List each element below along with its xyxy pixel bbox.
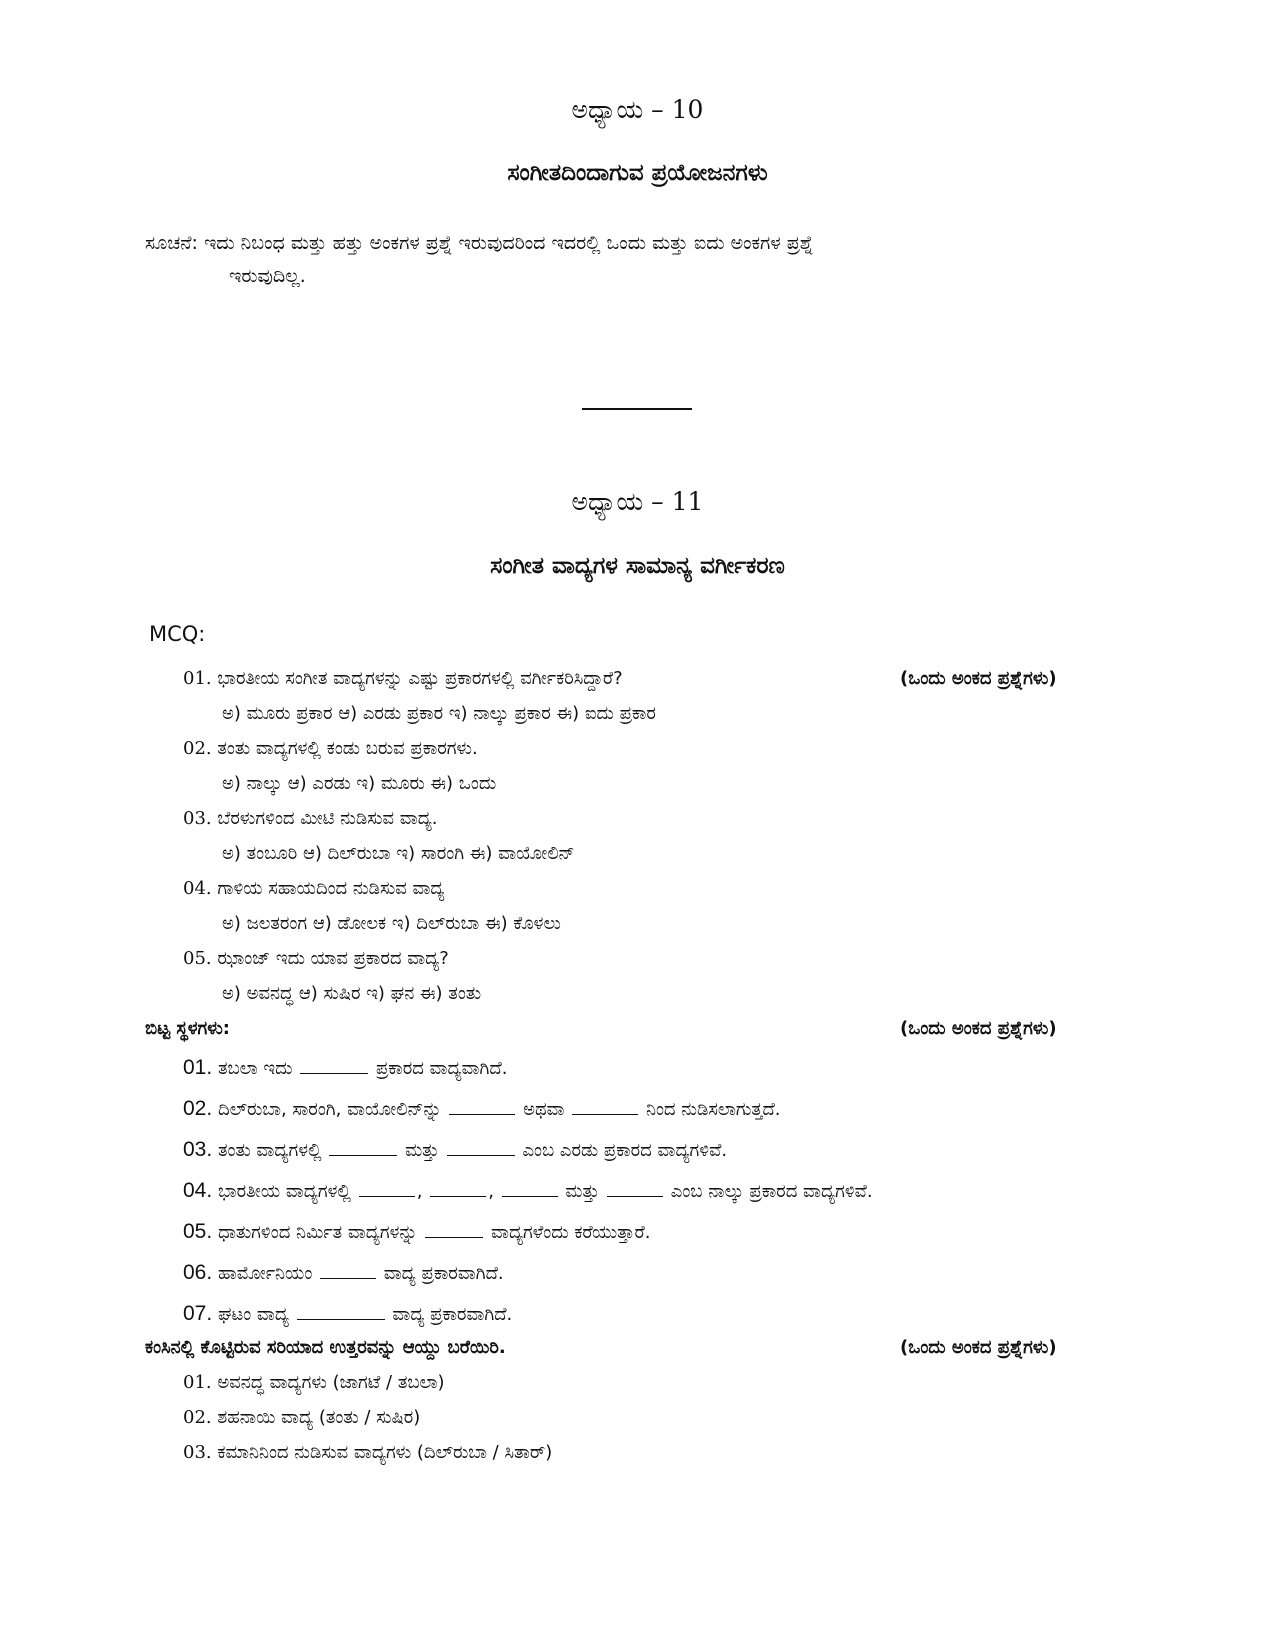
mcq-question-text: ಝಾಂಜ್ ಇದು ಯಾವ ಪ್ರಕಾರದ ವಾದ್ಯ? (217, 948, 449, 969)
chapter-11-heading: ಅಧ್ಯಾಯ – 11 (571, 487, 704, 516)
blank-text: , (488, 1181, 494, 1202)
blank-line (502, 1182, 558, 1197)
blank-item (183, 1220, 651, 1244)
mcq-question-number: 04. (183, 878, 212, 899)
blank-line (449, 1100, 515, 1115)
mcq-options: ಅ) ಅವನದ್ಧ ಆ) ಸುಷಿರ ಇ) ಘನ ಈ) ತಂತು (222, 983, 482, 1004)
blank-text: , (416, 1181, 423, 1202)
mcq-question (183, 668, 623, 689)
blank-text: ಹಾರ್ಮೋನಿಯಂ (217, 1263, 313, 1284)
blank-line (300, 1059, 368, 1074)
mcq-question-text: ಬೆರಳುಗಳಿಂದ ಮೀಟಿ ನುಡಿಸುವ ವಾದ್ಯ. (217, 808, 438, 829)
choose-item-text: ಕಮಾನಿನಿಂದ ನುಡಿಸುವ ವಾದ್ಯಗಳು (ದಿಲ್‌ರುಬಾ / ಸಿತಾರ್) (217, 1442, 553, 1463)
blank-text: ಧಾತುಗಳಿಂದ ನಿರ್ಮಿತ ವಾದ್ಯಗಳನ್ನು (217, 1222, 418, 1243)
blank-line (320, 1264, 376, 1279)
blank-item (183, 1138, 727, 1162)
chapter-10-note: ಸೂಚನೆ: ಇದು ನಿಬಂಧ ಮತ್ತು ಹತ್ತು ಅಂಕಗಳ ಪ್ರಶ್ನೆ ಇರುವುದರಿಂದ ಇದರಲ್ಲಿ ಒಂದು ಮತ್ತು ಐದು ಅಂಕಗಳ ಪ್ರಶ್ನೆ (145, 232, 814, 254)
choose-item-number: 02. (183, 1407, 212, 1428)
blank-text: ಅಥವಾ (523, 1099, 565, 1120)
blank-text: ವಾದ್ಯ ಪ್ರಕಾರವಾಗಿದೆ. (383, 1263, 504, 1284)
choose-item-text: ಶಹನಾಯಿ ವಾದ್ಯ (ತಂತು / ಸುಷಿರ) (217, 1407, 421, 1428)
chapter-11-title: ಸಂಗೀತ ವಾದ್ಯಗಳ ಸಾಮಾನ್ಯ ವರ್ಗೀಕರಣ (490, 553, 785, 579)
mcq-question-text: ತಂತು ವಾದ್ಯಗಳಲ್ಲಿ ಕಂಡು ಬರುವ ಪ್ರಕಾರಗಳು. (217, 738, 478, 759)
blank-text: ಎಂಬ ಎರಡು ಪ್ರಕಾರದ ವಾದ್ಯಗಳಿವೆ. (522, 1140, 728, 1161)
fill-blanks-marks: (ಒಂದು ಅಂಕದ ಪ್ರಶ್ನೆಗಳು) (900, 1018, 1057, 1039)
mcq-question-number: 02. (183, 738, 212, 759)
mcq-label: MCQ: (149, 622, 206, 646)
choose-answer-label: ಕಂಸಿನಲ್ಲಿ ಕೊಟ್ಟಿರುವ ಸರಿಯಾದ ಉತ್ತರವನ್ನು ಆಯ್ದು ಬರೆಯಿರಿ. (145, 1337, 506, 1358)
blank-text: ತಂತು ವಾದ್ಯಗಳಲ್ಲಿ (217, 1140, 322, 1161)
blank-item (183, 1302, 512, 1326)
mcq-question (183, 948, 449, 969)
blank-line (572, 1100, 638, 1115)
choose-answer-marks: (ಒಂದು ಅಂಕದ ಪ್ರಶ್ನೆಗಳು) (900, 1337, 1057, 1358)
blank-item (183, 1056, 507, 1080)
mcq-question-number: 05. (183, 948, 212, 969)
mcq-question-number: 01. (183, 668, 212, 689)
mcq-options: ಅ) ನಾಲ್ಕು ಆ) ಎರಡು ಇ) ಮೂರು ಈ) ಒಂದು (222, 773, 497, 794)
blank-line (447, 1141, 515, 1156)
choose-item (183, 1372, 445, 1393)
mcq-options: ಅ) ಜಲತರಂಗ ಆ) ಡೋಲಕ ಇ) ದಿಲ್‌ರುಬಾ ಈ) ಕೊಳಲು (222, 913, 561, 934)
blank-line (329, 1141, 397, 1156)
choose-item (183, 1407, 420, 1428)
mcq-question (183, 878, 445, 899)
chapter-10-heading: ಅಧ್ಯಾಯ – 10 (571, 95, 704, 124)
blank-item (183, 1179, 873, 1203)
blank-item (183, 1261, 504, 1285)
blank-item-number: 07. (183, 1302, 213, 1325)
mcq-options: ಅ) ಮೂರು ಪ್ರಕಾರ ಆ) ಎರಡು ಪ್ರಕಾರ ಇ) ನಾಲ್ಕು ಪ್ರಕಾರ ಈ) ಐದು ಪ್ರಕಾರ (222, 703, 656, 724)
mcq-question-text: ಗಾಳಿಯ ಸಹಾಯದಿಂದ ನುಡಿಸುವ ವಾದ್ಯ (217, 878, 445, 899)
blank-text: ವಾದ್ಯಗಳೆಂದು ಕರೆಯುತ್ತಾರೆ. (491, 1222, 651, 1243)
mcq-question (183, 808, 438, 829)
blank-text: ಭಾರತೀಯ ವಾದ್ಯಗಳಲ್ಲಿ (217, 1181, 351, 1202)
blank-text: ಮತ್ತು (565, 1181, 600, 1202)
choose-item-number: 01. (183, 1372, 212, 1393)
blank-item-number: 04. (183, 1179, 213, 1202)
blank-text: ಮತ್ತು (405, 1140, 439, 1161)
chapter-10-note-cont: ಇರುವುದಿಲ್ಲ. (229, 265, 306, 287)
blank-item-number: 03. (183, 1138, 213, 1161)
blank-line (607, 1182, 663, 1197)
blank-line (359, 1182, 415, 1197)
mcq-options: ಅ) ತಂಬೂರಿ ಆ) ದಿಲ್‌ರುಬಾ ಇ) ಸಾರಂಗಿ ಈ) ವಾಯೋಲಿನ್ (222, 843, 575, 864)
blank-text: ದಿಲ್‌ರುಬಾ, ಸಾರಂಗಿ, ವಾಯೋಲಿನ್‌ನ್ನು (217, 1099, 442, 1120)
section-divider (582, 408, 692, 410)
chapter-10-title: ಸಂಗೀತದಿಂದಾಗುವ ಪ್ರಯೋಜನಗಳು (507, 160, 768, 186)
blank-text: ತಬಲಾ ಇದು (217, 1058, 293, 1079)
blank-text: ನಿಂದ ನುಡಿಸಲಾಗುತ್ತದೆ. (645, 1099, 781, 1120)
mcq-marks: (ಒಂದು ಅಂಕದ ಪ್ರಶ್ನೆಗಳು) (900, 668, 1057, 689)
blank-text: ಪ್ರಕಾರದ ವಾದ್ಯವಾಗಿದೆ. (375, 1058, 508, 1079)
blank-item-number: 01. (183, 1056, 213, 1079)
blank-text: ಘಟಂ ವಾದ್ಯ (217, 1304, 289, 1325)
mcq-question-text: ಭಾರತೀಯ ಸಂಗೀತ ವಾದ್ಯಗಳನ್ನು ಎಷ್ಟು ಪ್ರಕಾರಗಳಲ್ಲಿ ವರ್ಗೀಕರಿಸಿದ್ದಾರೆ? (217, 668, 623, 689)
blank-item-number: 02. (183, 1097, 213, 1120)
blank-item-number: 06. (183, 1261, 213, 1284)
mcq-question (183, 738, 478, 759)
blank-line (297, 1305, 385, 1320)
choose-item-number: 03. (183, 1442, 212, 1463)
choose-item-text: ಅವನದ್ಧ ವಾದ್ಯಗಳು (ಜಾಗಟೆ / ತಬಲಾ) (217, 1372, 445, 1393)
choose-item (183, 1442, 552, 1463)
blank-line (425, 1223, 483, 1238)
blank-line (430, 1182, 486, 1197)
fill-blanks-label: ಬಿಟ್ಟ ಸ್ಥಳಗಳು: (145, 1018, 230, 1039)
mcq-question-number: 03. (183, 808, 212, 829)
blank-text: ವಾದ್ಯ ಪ್ರಕಾರವಾಗಿದೆ. (392, 1304, 513, 1325)
blank-item-number: 05. (183, 1220, 213, 1243)
blank-text: ಎಂಬ ನಾಲ್ಕು ಪ್ರಕಾರದ ವಾದ್ಯಗಳಿವೆ. (670, 1181, 873, 1202)
blank-item (183, 1097, 781, 1121)
